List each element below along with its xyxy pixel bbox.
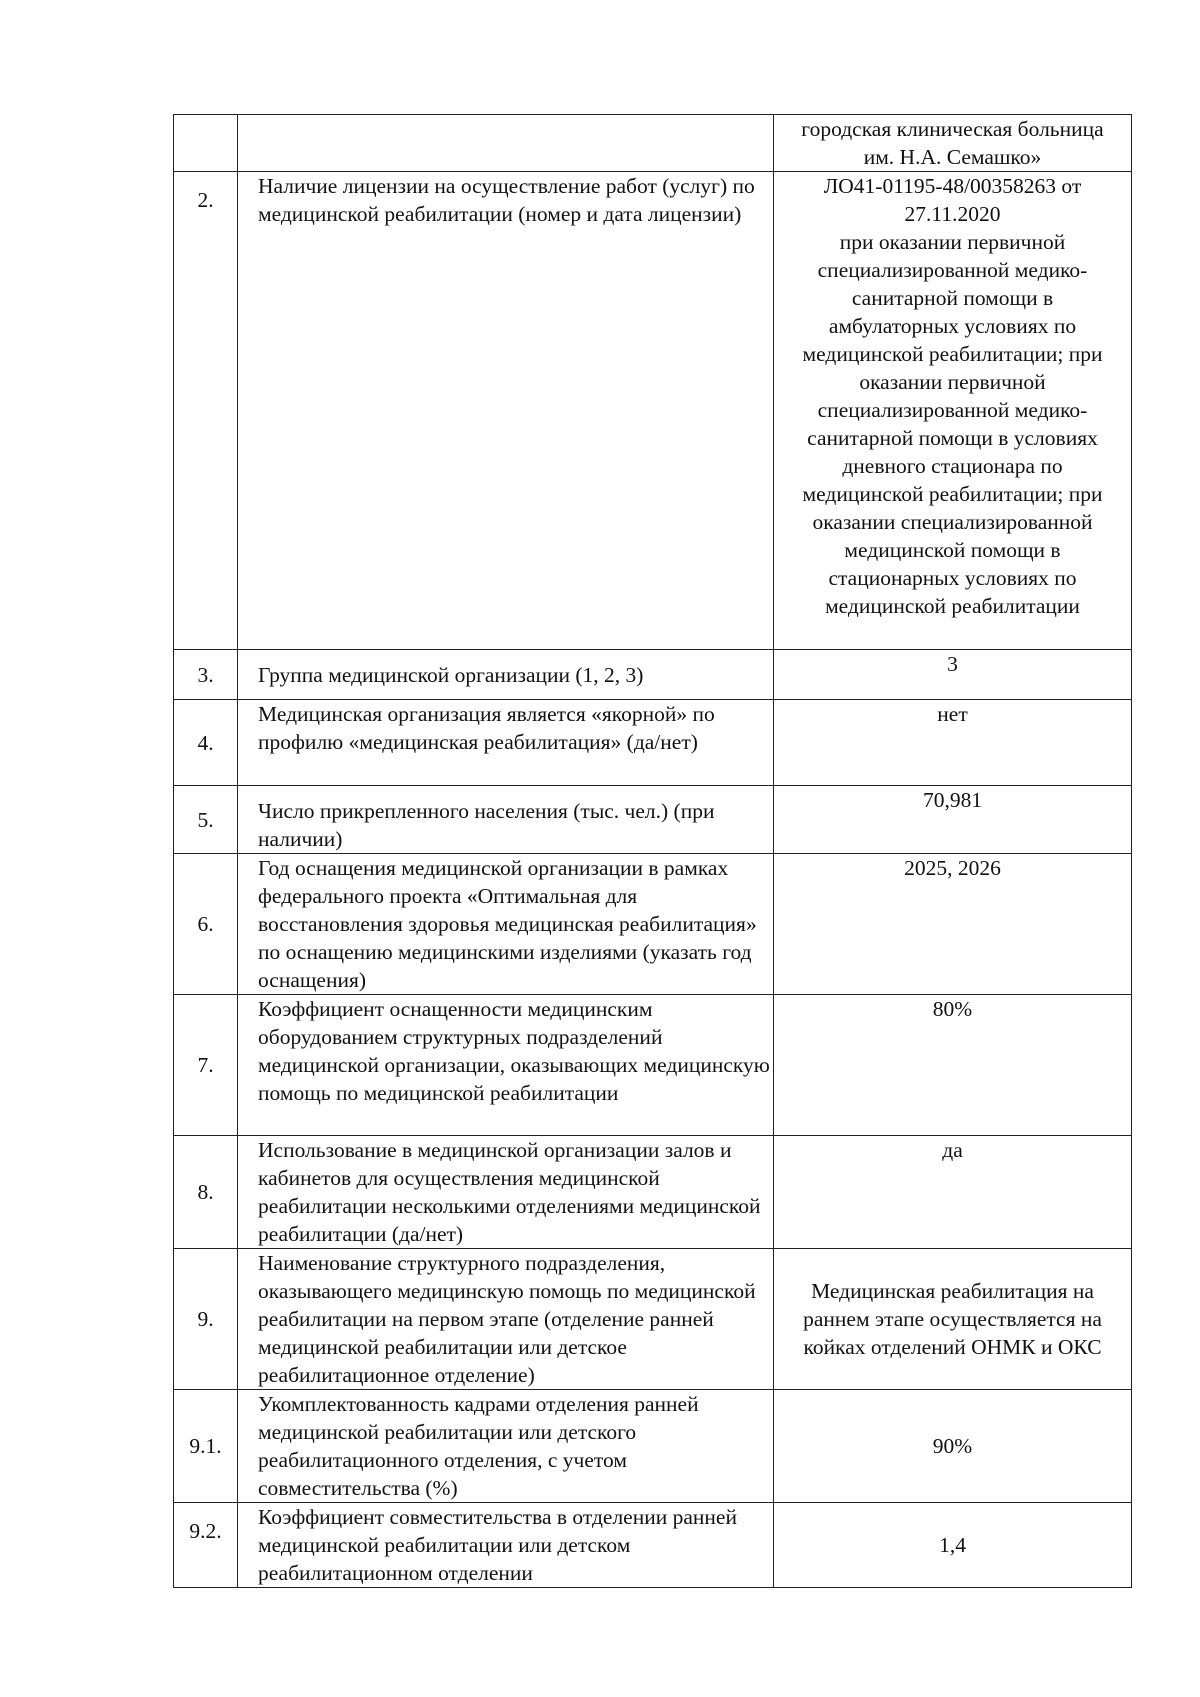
- row-number: 9.1.: [174, 1390, 238, 1503]
- row-description: Использование в медицинской организации залов и кабинетов для осуществления медицинской реабилитации несколькими отделениями медицинской реабилитации (да/нет): [238, 1136, 774, 1249]
- table-row: [174, 1249, 1132, 1390]
- row-description: Наименование структурного подразделения, оказывающего медицинскую помощь по медицинской реабилитации на первом этапе (отделение ранней медицинской реабилитации или детское реабилитационное отделение): [238, 1249, 774, 1390]
- table-row: [174, 650, 1132, 700]
- row-description: Год оснащения медицинской организации в рамках федерального проекта «Оптимальная для восстановления здоровья медицинская реабилитация» по оснащению медицинскими изделиями (указать год оснащения): [238, 854, 774, 995]
- row-number: 7.: [174, 995, 238, 1136]
- row-value: 3: [774, 650, 1132, 700]
- row-value: 80%: [774, 995, 1132, 1136]
- row-value: нет: [774, 700, 1132, 786]
- row-description: Наличие лицензии на осуществление работ (услуг) по медицинской реабилитации (номер и дата лицензии): [238, 172, 774, 650]
- row-value: 1,4: [774, 1503, 1132, 1588]
- row-number: 3.: [174, 650, 238, 700]
- row-description: Коэффициент совместительства в отделении ранней медицинской реабилитации или детском реабилитационном отделении: [238, 1503, 774, 1588]
- row-value: 2025, 2026: [774, 854, 1132, 995]
- row-value: 70,981: [774, 786, 1132, 854]
- row-number: 4.: [174, 700, 238, 786]
- table-row: [174, 1503, 1132, 1588]
- passport-table: [173, 114, 1132, 1588]
- table-row: [174, 700, 1132, 786]
- row-number: 9.: [174, 1249, 238, 1390]
- row-value: да: [774, 1136, 1132, 1249]
- row-value: Медицинская реабилитация на раннем этапе осуществляется на койках отделений ОНМК и ОКС: [774, 1249, 1132, 1390]
- table-row: [174, 1390, 1132, 1503]
- row-number: 2.: [174, 172, 238, 650]
- row-description: Коэффициент оснащенности медицинским оборудованием структурных подразделений медицинской организации, оказывающих медицинскую помощь по медицинской реабилитации: [238, 995, 774, 1136]
- table-row: [174, 172, 1132, 650]
- row-value: ЛО41-01195-48/00358263 от 27.11.2020 при оказании первичной специализированной медико- санитарной помощи в амбулаторных условиях по медицинской реабилитации; при оказании первичной специализированной медико- санитарной помощи в условиях дневного стационара по медицинской реабилитации; при оказании специализированной медицинской помощи в стационарных условиях по медицинской реабилитации: [774, 172, 1132, 650]
- table-row: [174, 1136, 1132, 1249]
- row-number: 8.: [174, 1136, 238, 1249]
- table-row: [174, 786, 1132, 854]
- row-number: 9.2.: [174, 1503, 238, 1588]
- table-row: [174, 854, 1132, 995]
- row-description: [238, 115, 774, 172]
- row-description: Число прикрепленного населения (тыс. чел.) (при наличии): [238, 786, 774, 854]
- row-number: [174, 115, 238, 172]
- row-description: Группа медицинской организации (1, 2, 3): [238, 650, 774, 700]
- row-number: 6.: [174, 854, 238, 995]
- row-description: Медицинская организация является «якорной» по профилю «медицинская реабилитация» (да/нет): [238, 700, 774, 786]
- table-row: [174, 995, 1132, 1136]
- row-number: 5.: [174, 786, 238, 854]
- table-row: [174, 115, 1132, 172]
- row-value: 90%: [774, 1390, 1132, 1503]
- row-value: городская клиническая больница им. Н.А. Семашко»: [774, 115, 1132, 172]
- row-description: Укомплектованность кадрами отделения ранней медицинской реабилитации или детского реабилитационного отделения, с учетом совместительства (%): [238, 1390, 774, 1503]
